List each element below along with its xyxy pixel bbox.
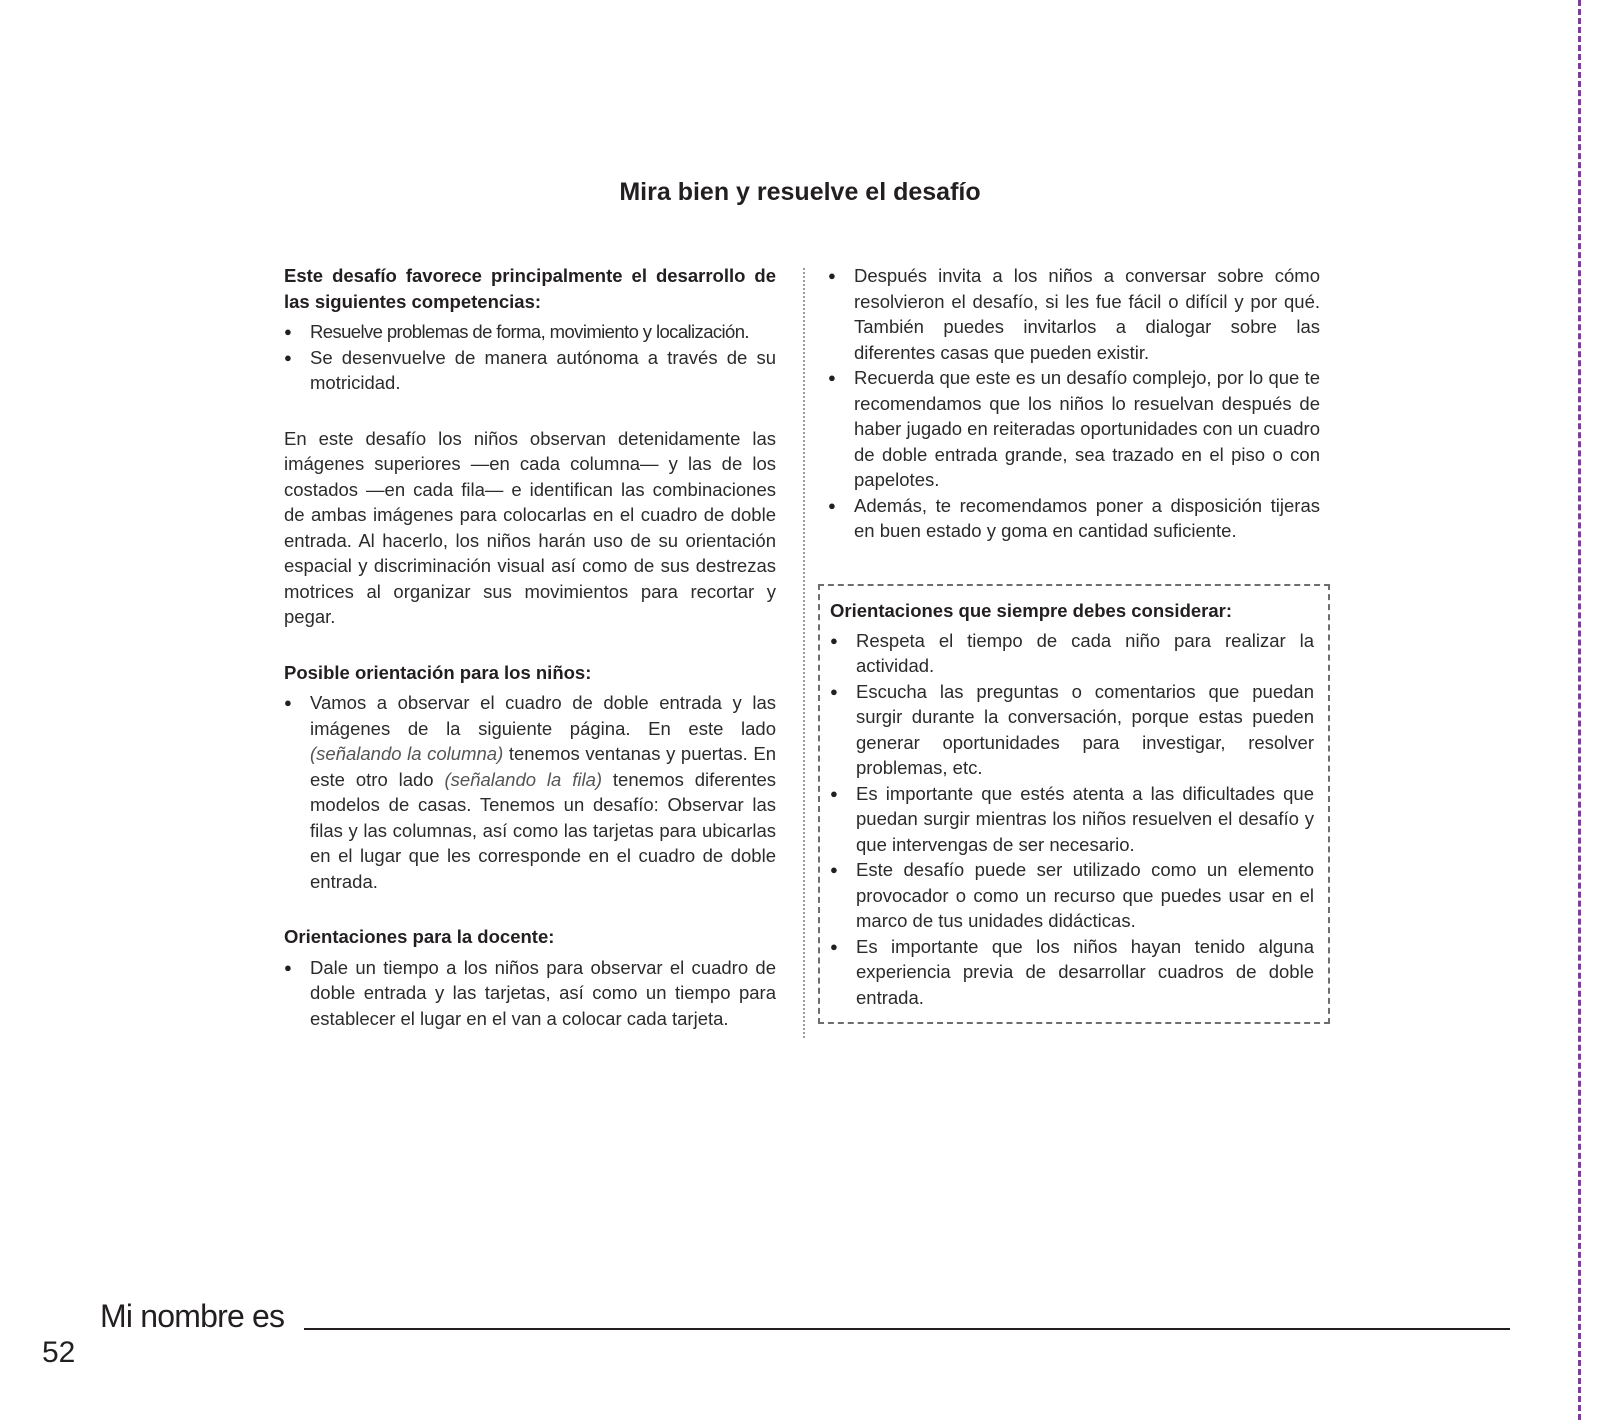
- ninos-aside-2: (señalando la fila): [444, 768, 603, 790]
- orientacion-item: ● Este desafío puede ser utilizado como un elemento provocador o como un recurso que puedes usar en el marco de tus unidades didácticas.: [830, 857, 1314, 934]
- ninos-list: [284, 690, 776, 894]
- column-divider: [803, 268, 805, 1038]
- intro-paragraph: En este desafío los niños observan detenidamente las imágenes superiores —en cada columna— y las de los costados —en cada fila— e identifican las combinaciones de ambas imágenes para colocarlas en el cuadro de doble entrada. Al hacerlo, los niños harán uso de su orientación espacial y discriminación visual así como de sus destrezas motrices al organizar sus movimientos para recortar y pegar.: [284, 427, 776, 627]
- right-bullet-item: ● Recuerda que este es un desafío complejo, por lo que te recomendamos que los niños lo resuelvan después de haber jugado en reiteradas oportunidades con un cuadro de doble entrada grande, sea trazado en el piso o con papelotes.: [828, 365, 1320, 493]
- right-column: [828, 263, 1320, 544]
- docente-item: ● Dale un tiempo a los niños para observar el cuadro de doble entrada y las tarjetas, así como un tiempo para establecer el lugar en el van a colocar cada tarjeta.: [284, 955, 776, 1032]
- ninos-text-2: tenemos ventanas y puertas. En este otro lado: [310, 743, 776, 790]
- right-bullet-list: [828, 263, 1320, 544]
- name-write-line[interactable]: [304, 1328, 1510, 1330]
- competencia-item: ● Se desenvuelve de manera autónoma a través de su motricidad.: [284, 345, 776, 396]
- orientacion-item: ● Respeta el tiempo de cada niño para realizar la actividad.: [830, 628, 1314, 679]
- right-bullet-item: ● Además, te recomendamos poner a disposición tijeras en buen estado y goma en cantidad suficiente.: [828, 493, 1320, 544]
- orientacion-item: ● Es importante que los niños hayan tenido alguna experiencia previa de desarrollar cuadros de doble entrada.: [830, 934, 1314, 1011]
- orientaciones-box: [818, 584, 1330, 1024]
- docente-list: [284, 955, 776, 1032]
- left-column: [284, 263, 776, 1031]
- orientacion-item: ● Escucha las preguntas o comentarios que puedan surgir durante la conversación, porque estas pueden generar oportunidades para investigar, resolver problemas, etc.: [830, 679, 1314, 781]
- competencias-heading: Este desafío favorece principalmente el desarrollo de las siguientes competencias:: [284, 265, 776, 312]
- ninos-aside-1: (señalando la columna): [310, 743, 504, 764]
- cut-line-edge: [1578, 0, 1581, 1420]
- ninos-text-1: Vamos a observar el cuadro de doble entrada y las imágenes de la siguiente página. En este lado: [310, 692, 776, 739]
- ninos-heading: Posible orientación para los niños:: [284, 661, 592, 683]
- name-label: Mi nombre es: [100, 1298, 285, 1334]
- docente-heading: Orientaciones para la docente:: [284, 926, 555, 947]
- page-number: 52: [42, 1336, 76, 1369]
- right-bullet-item: ● Después invita a los niños a conversar sobre cómo resolvieron el desafío, si les fue fácil o difícil y por qué. También puedes invitarlos a dialogar sobre las diferentes casas que pueden existir.: [828, 263, 1320, 365]
- name-field-row: [100, 1298, 1510, 1338]
- orientaciones-list: [830, 628, 1314, 1011]
- orientacion-item: ● Es importante que estés atenta a las dificultades que puedan surgir mientras los niños resuelven el desafío y que intervengas de ser necesario.: [830, 781, 1314, 858]
- competencia-item: ● Resuelve problemas de forma, movimiento y localización.: [284, 319, 776, 345]
- page-title: Mira bien y resuelve el desafío: [619, 178, 981, 206]
- competencias-list: [284, 319, 776, 396]
- orientaciones-heading: Orientaciones que siempre debes considerar:: [830, 600, 1233, 621]
- ninos-text-3: tenemos diferentes modelos de casas. Tenemos un desafío: Observar las filas y las columnas, así como las tarjetas para ubicarlas en el lugar que les corresponde en el cuadro de doble entrada.: [310, 768, 777, 892]
- ninos-item: [284, 690, 776, 894]
